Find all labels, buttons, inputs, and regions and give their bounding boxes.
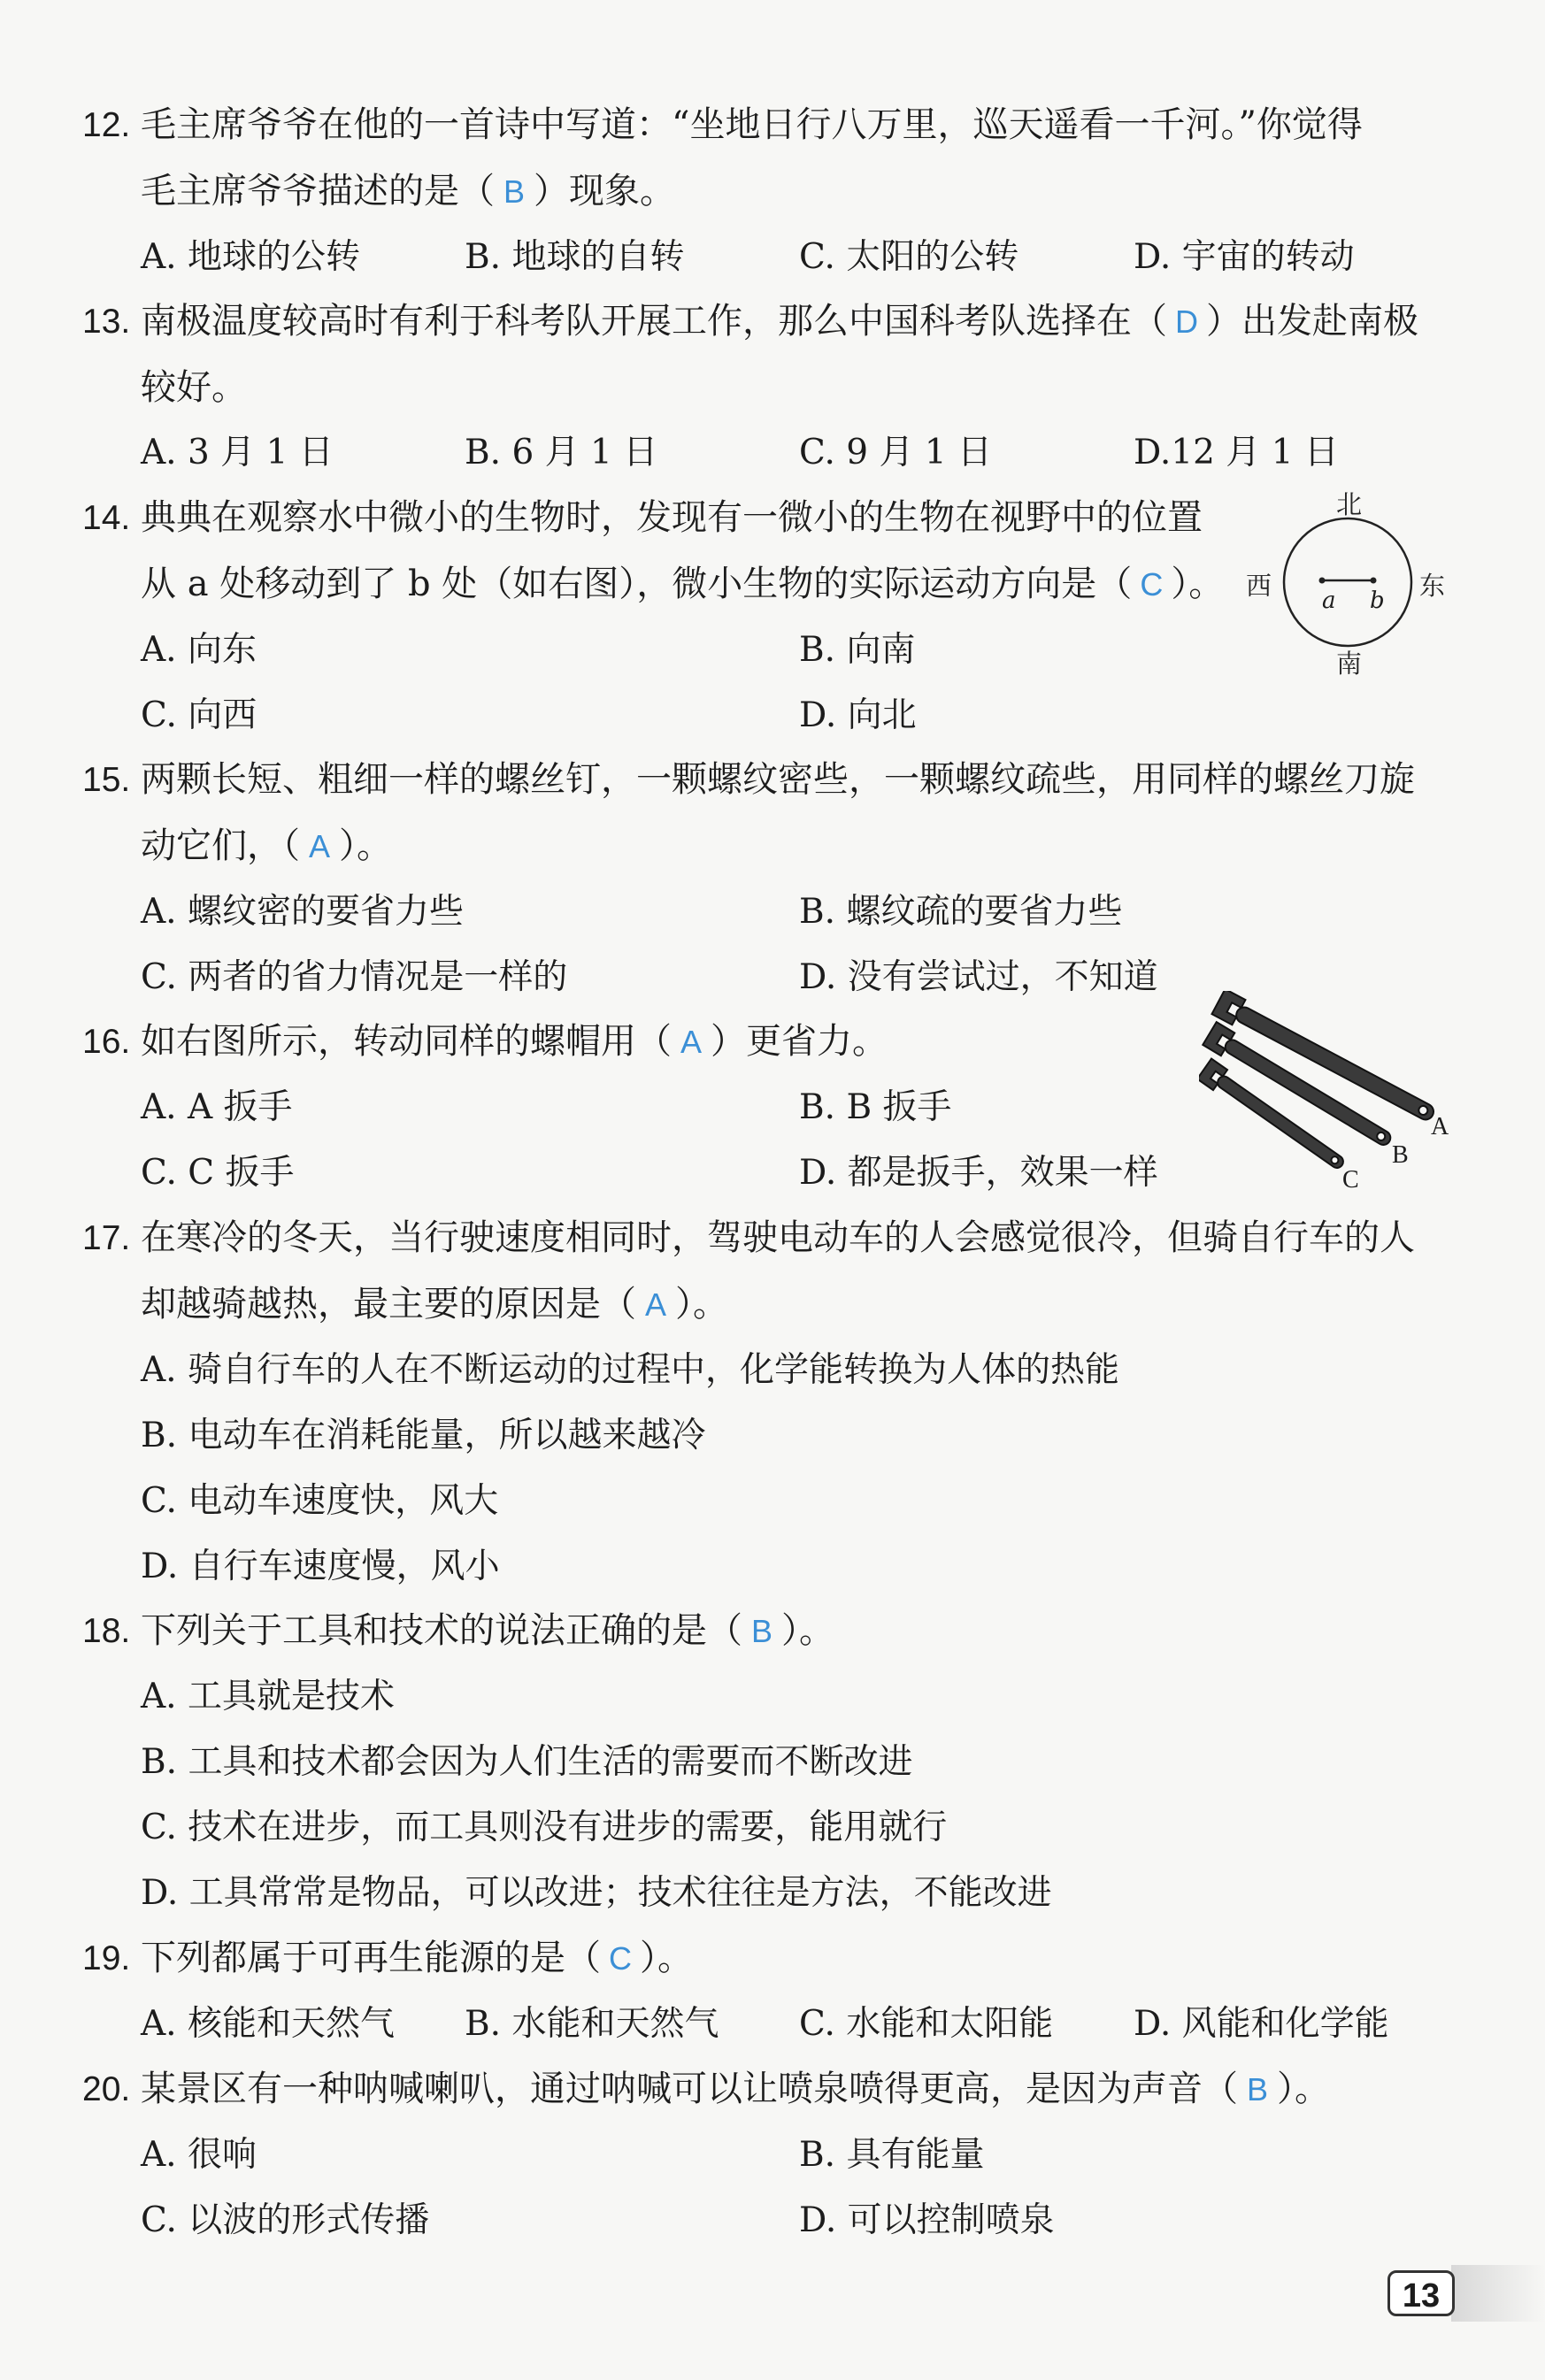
question-text: 在寒冷的冬天，当行驶速度相同时，驾驶电动车的人会感觉很冷，但骑自行车的人 xyxy=(141,1217,1415,1258)
option-c: C. 水能和太阳能 xyxy=(799,2004,1054,2044)
question-text: 如右图所示，转动同样的螺帽用（ xyxy=(141,1021,672,1062)
question-number: 13. xyxy=(82,303,131,341)
wrench-diagram xyxy=(1199,991,1464,1203)
point-b-label: b xyxy=(1370,587,1385,614)
question-19 xyxy=(82,1925,1457,2057)
option-c: C. 向西 xyxy=(141,695,258,735)
answer-text: A xyxy=(644,1286,666,1323)
question-number: 16. xyxy=(82,1023,131,1061)
option-b: B. B 扳手 xyxy=(799,1087,952,1127)
question-13 xyxy=(82,288,1457,486)
question-number: 12. xyxy=(82,106,131,144)
option-c: C. 电动车速度快，风大 xyxy=(141,1481,499,1521)
option-c: C. 技术在进步，而工具则没有进步的需要，能用就行 xyxy=(141,1808,948,1847)
question-text: 却越骑越热，最主要的原因是（ xyxy=(141,1284,636,1324)
wrench-c-label: C xyxy=(1342,1166,1359,1194)
option-d: D. 宇宙的转动 xyxy=(1134,237,1355,277)
options-row xyxy=(82,225,1457,290)
option-a: A. 核能和天然气 xyxy=(141,2004,395,2044)
option-d: D. 风能和化学能 xyxy=(1134,2004,1389,2044)
option-a: A. 螺纹密的要省力些 xyxy=(141,892,464,932)
option-b: B. 6 月 1 日 xyxy=(465,433,658,472)
option-d: D. 可以控制喷泉 xyxy=(799,2200,1055,2240)
option-c: C. 两者的省力情况是一样的 xyxy=(141,957,568,997)
question-text: 毛主席爷爷描述的是（ xyxy=(141,171,495,211)
option-c: C. 9 月 1 日 xyxy=(799,433,993,472)
question-20 xyxy=(82,2056,1457,2253)
compass-east-label: 东 xyxy=(1419,571,1446,601)
question-text: ）。 xyxy=(781,1610,834,1651)
question-text: ）。 xyxy=(1277,2069,1330,2109)
option-d: D. 自行车速度慢，风小 xyxy=(141,1547,500,1586)
answer-text: B xyxy=(750,1613,772,1649)
option-a: A. 向东 xyxy=(141,630,257,670)
question-number: 17. xyxy=(82,1219,131,1257)
option-b: B. 具有能量 xyxy=(799,2135,985,2175)
option-a: A. A 扳手 xyxy=(141,1087,293,1127)
question-text: ）。 xyxy=(339,825,392,866)
option-d: D.12 月 1 日 xyxy=(1134,433,1339,472)
page-edge-tab xyxy=(1451,2265,1545,2322)
question-number: 15. xyxy=(82,761,131,799)
question-17 xyxy=(82,1205,1457,1600)
wrench-a-label: A xyxy=(1431,1113,1449,1140)
option-b: B. 水能和天然气 xyxy=(465,2004,719,2044)
question-18 xyxy=(82,1598,1457,1926)
compass-diagram xyxy=(1246,485,1449,679)
question-15 xyxy=(82,747,1457,1010)
option-c: C. C 扳手 xyxy=(141,1153,295,1193)
question-number: 20. xyxy=(82,2070,131,2108)
compass-south-label: 南 xyxy=(1336,649,1363,679)
option-a: A. 3 月 1 日 xyxy=(141,433,334,472)
question-text: 南极温度较高时有利于科考队开展工作，那么中国科考队选择在（ xyxy=(141,301,1167,342)
wrench-b-label: B xyxy=(1392,1141,1409,1169)
question-text: 下列关于工具和技术的说法正确的是（ xyxy=(141,1610,742,1651)
option-b: B. 工具和技术都会因为人们生活的需要而不断改进 xyxy=(141,1742,913,1782)
point-a-label: a xyxy=(1322,587,1336,614)
option-a: A. 工具就是技术 xyxy=(141,1677,395,1716)
question-text: 典典在观察水中微小的生物时，发现有一微小的生物在视野中的位置 xyxy=(141,497,1203,538)
option-d: D. 向北 xyxy=(799,695,917,735)
answer-text: B xyxy=(1246,2071,1268,2107)
option-b: B. 向南 xyxy=(799,630,916,670)
question-text: 较好。 xyxy=(141,367,247,408)
option-b: B. 螺纹疏的要省力些 xyxy=(799,892,1123,932)
option-a: A. 很响 xyxy=(141,2135,257,2175)
option-d: D. 工具常常是物品，可以改进；技术往往是方法，不能改进 xyxy=(141,1873,1052,1913)
option-c: C. 以波的形式传播 xyxy=(141,2200,430,2240)
question-number: 14. xyxy=(82,499,131,537)
option-c: C. 太阳的公转 xyxy=(799,237,1019,277)
question-number: 18. xyxy=(82,1612,131,1650)
answer-text: A xyxy=(308,828,330,864)
answer-text: C xyxy=(1140,566,1164,603)
options-row xyxy=(82,420,1457,486)
option-a: A. 地球的公转 xyxy=(141,237,360,277)
question-text: 动它们，（ xyxy=(141,825,300,866)
answer-text: D xyxy=(1175,303,1198,340)
question-text: ）更省力。 xyxy=(711,1021,888,1062)
compass-north-label: 北 xyxy=(1336,489,1363,519)
options-row xyxy=(82,879,1457,945)
options-row xyxy=(82,683,1457,749)
option-b: B. 电动车在消耗能量，所以越来越冷 xyxy=(141,1416,706,1455)
question-text: 两颗长短、粗细一样的螺丝钉，一颗螺纹密些，一颗螺纹疏些，用同样的螺丝刀旋 xyxy=(141,759,1415,800)
wrench-icon xyxy=(1199,991,1464,1203)
question-text: 毛主席爷爷在他的一首诗中写道：“坐地日行八万里，巡天遥看一千河。”你觉得 xyxy=(141,104,1363,145)
option-b: B. 地球的自转 xyxy=(465,237,685,277)
answer-text: A xyxy=(680,1024,702,1060)
options-row xyxy=(82,2123,1457,2188)
question-text: 下列都属于可再生能源的是（ xyxy=(141,1938,601,1978)
question-text: 从 a 处移动到了 b 处（如右图），微小生物的实际运动方向是（ xyxy=(141,564,1133,604)
question-number: 19. xyxy=(82,1939,131,1977)
answer-text: C xyxy=(609,1940,632,1977)
compass-west-label: 西 xyxy=(1246,571,1272,601)
option-a: A. 骑自行车的人在不断运动的过程中，化学能转换为人体的热能 xyxy=(141,1350,1119,1390)
options-row xyxy=(82,2188,1457,2253)
option-d: D. 没有尝试过，不知道 xyxy=(799,957,1158,997)
question-text: ）。 xyxy=(640,1938,693,1978)
question-12 xyxy=(82,92,1457,290)
page-number: 13 xyxy=(1387,2270,1455,2316)
question-text: ）。 xyxy=(1171,564,1225,604)
option-d: D. 都是扳手，效果一样 xyxy=(799,1153,1158,1193)
question-text: ）出发赴南极 xyxy=(1206,301,1418,342)
answer-text: B xyxy=(503,173,525,210)
question-text: 某景区有一种呐喊喇叭，通过呐喊可以让喷泉喷得更高，是因为声音（ xyxy=(141,2069,1238,2109)
options-row xyxy=(82,1992,1457,2057)
question-text: ）。 xyxy=(675,1284,728,1324)
question-text: ）现象。 xyxy=(534,171,675,211)
